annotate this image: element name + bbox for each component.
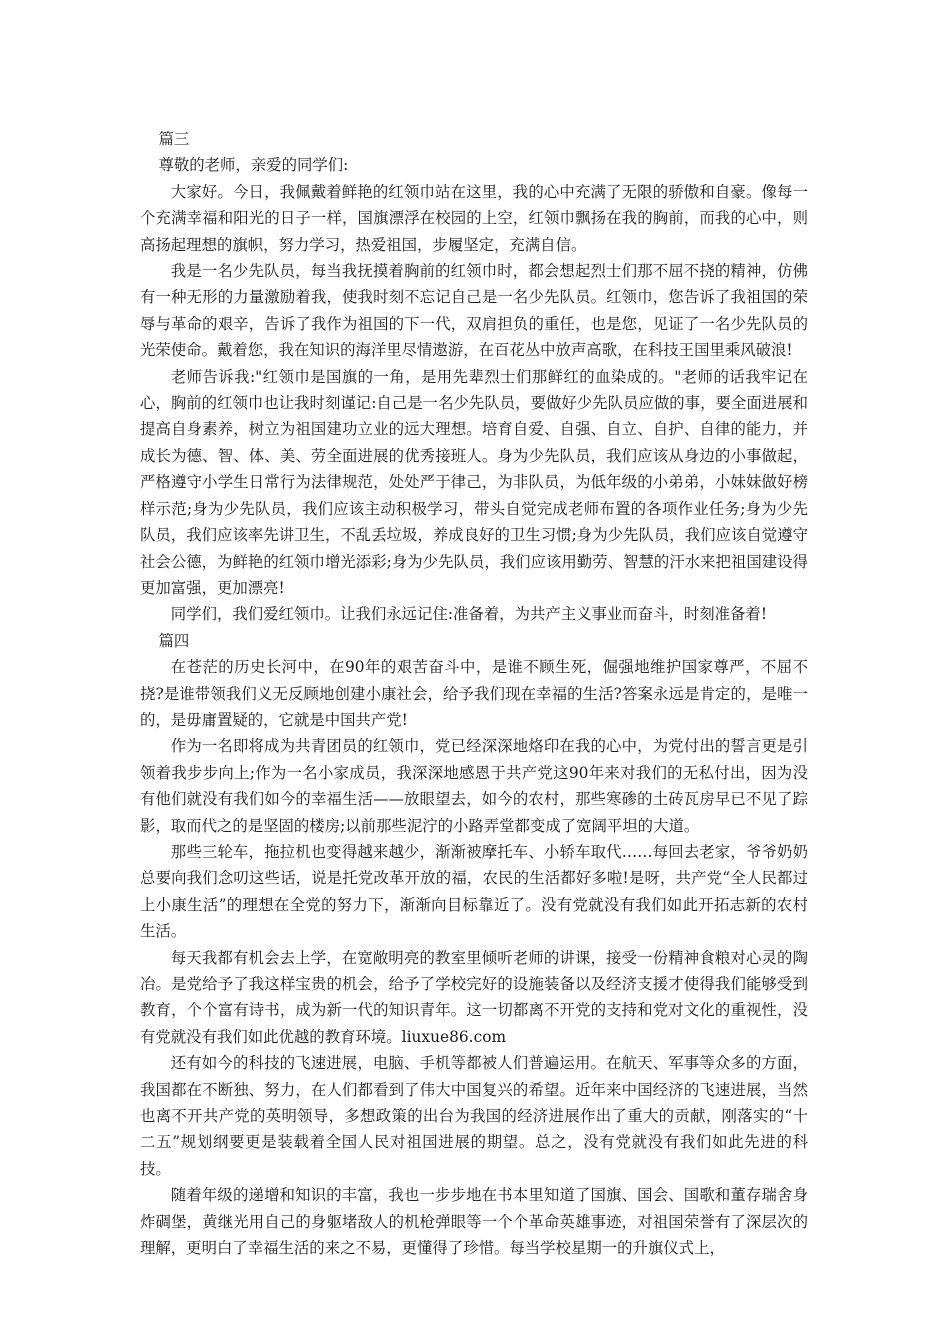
section-heading-3: 篇三 (158, 130, 190, 148)
salutation: 尊敬的老师，亲爱的同学们: (158, 156, 349, 175)
paragraph-6: 作为一名即将成为共青团员的红领巾，党已经深深地烙印在我的心中，为党付出的誓言更是引领着我步步向上;作为一名小家成员，我深深地感恩于共产党这90年来对我们的无私付出，因为没有他们就没有我们如今的幸福生活——放眼望去，如今的农村，那些寒碜的土砖瓦房早已不见了踪影，取而代之的是坚固的楼房;以前那些泥泞的小路弄堂都变成了宽阔平坦的大道。 (140, 737, 808, 835)
paragraph-2: 我是一名少先队员，每当我抚摸着胸前的红领巾时，都会想起烈士们那不屈不挠的精神，仿佛有一种无形的力量激励着我，使我时刻不忘记自己是一名少先队员。红领巾，您告诉了我祖国的荣辱与革命的艰辛，告诉了我作为祖国的下一代，双肩担负的重任，也是您，见证了一名少先队员的光荣使命。戴着您，我在知识的海洋里尽情遨游，在百花丛中放声高歌，在科技王国里乘风破浪! (140, 262, 808, 360)
paragraph-8: 每天我都有机会去上学，在宽敞明亮的教室里倾听老师的讲课，接受一份精神食粮对心灵的陶冶。是党给予了我这样宝贵的机会，给予了学校完好的设施装备以及经济支援才使得我们能够受到教育，个个富有诗书，成为新一代的知识青年。这一切都离不开党的支持和党对文化的重视性，没有党就没有我们如此优越的教育环境。liuxue86.com (140, 948, 808, 1046)
paragraph-7: 那些三轮车，拖拉机也变得越来越少，渐渐被摩托车、小轿车取代……每回去老家，爷爷奶奶总要向我们念叨这些话，说是托党改革开放的福，农民的生活都好多啦!是呀，共产党“全人民都过上小康生活”的理想在全党的努力下，渐渐向目标靠近了。没有党就没有我们如此开拓志新的农村生活。 (140, 842, 808, 941)
paragraph-4: 同学们，我们爱红领巾。让我们永远记住:准备着，为共产主义事业而奋斗，时刻准备着! (170, 605, 768, 624)
document-page (140, 126, 808, 1261)
paragraph-10: 随着年级的递增和知识的丰富，我也一步步地在书本里知道了国旗、国会、国歌和董存瑞舍身炸碉堡，黄继光用自己的身躯堵敌人的机枪弹眼等一个个革命英雄事迹，对祖国荣誉有了深层次的理解，更明白了幸福生活的来之不易，更懂得了珍惜。每当学校星期一的升旗仪式上， (140, 1186, 808, 1258)
paragraph-1: 大家好。今日，我佩戴着鲜艳的红领巾站在这里，我的心中充满了无限的骄傲和自豪。像每一个充满幸福和阳光的日子一样，国旗漂浮在校园的上空，红领巾飘扬在我的胸前，而我的心中，则高扬起理想的旗帜，努力学习，热爱祖国，步履坚定，充满自信。 (140, 182, 808, 254)
paragraph-5: 在苍茫的历史长河中，在90年的艰苦奋斗中，是谁不顾生死，倔强地维护国家尊严，不屈不挠?是谁带领我们义无反顾地创建小康社会，给予我们现在幸福的生活?答案永远是肯定的，是唯一的，是毋庸置疑的，它就是中国共产党! (140, 658, 808, 729)
paragraph-3: 老师告诉我:"红领巾是国旗的一角，是用先辈烈士们那鲜红的血染成的。"老师的话我牢记在心，胸前的红领巾也让我时刻谨记:自己是一名少先队员，要做好少先队员应做的事，要全面进展和提高自身素养，树立为祖国建功立业的远大理想。培育自爱、自强、自立、自护、自律的能力，并成长为德、智、体、美、劳全面进展的优秀接班人。身为少先队员，我们应该从身边的小事做起，严格遵守小学生日常行为法律规范，处处严于律己，为非队员，为低年级的小弟弟，小妹妹做好榜样示范;身为少先队员，我们应该主动积极学习，带头自觉完成老师布置的各项作业任务;身为少先队员，我们应该率先讲卫生，不乱丢垃圾，养成良好的卫生习惯;身为少先队员，我们应该自觉遵守社会公德，为鲜艳的红领巾增光添彩;身为少先队员，我们应该用勤劳、智慧的汗水来把祖国建设得更加富强，更加漂亮! (140, 367, 808, 597)
paragraph-9: 还有如今的科技的飞速进展，电脑、手机等都被人们普遍运用。在航天、军事等众多的方面，我国都在不断独、努力，在人们都看到了伟大中国复兴的希望。近年来中国经济的飞速进展，当然也离不开共产党的英明领导，多想政策的出台为我国的经济进展作出了重大的贡献，刚落实的“十二五”规划纲要更是装载着全国人民对祖国进展的期望。总之，没有党就没有我们如此先进的科技。 (140, 1054, 808, 1178)
section-heading-4: 篇四 (158, 631, 190, 650)
